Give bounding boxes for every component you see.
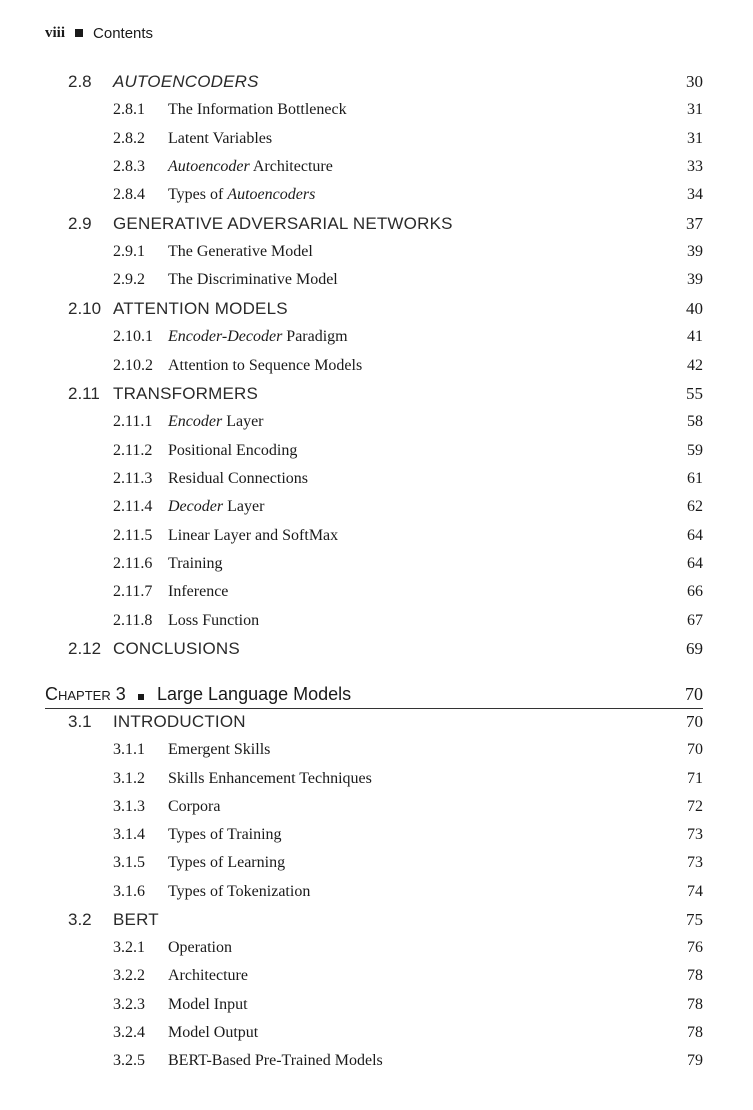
entry-number: 3.1.1 xyxy=(113,741,145,759)
toc-subsection-entry[interactable] xyxy=(0,125,753,153)
entry-title: GENERATIVE ADVERSARIAL NETWORKS xyxy=(113,213,453,233)
entry-number: 2.10.1 xyxy=(113,328,153,346)
toc-subsection-entry[interactable] xyxy=(0,437,753,465)
entry-title: Corpora xyxy=(168,797,221,815)
entry-number: 3.1.6 xyxy=(113,882,145,900)
entry-title: Types of Tokenization xyxy=(168,882,311,900)
chapter-page-number: 70 xyxy=(685,684,703,704)
entry-number: 2.11.7 xyxy=(113,583,153,601)
toc-subsection-entry[interactable] xyxy=(0,96,753,124)
toc-section-entry[interactable] xyxy=(0,906,753,934)
entry-number: 2.11 xyxy=(68,383,100,403)
toc-subsection-entry[interactable] xyxy=(0,493,753,521)
entry-number: 2.10.2 xyxy=(113,356,153,374)
toc-subsection-entry[interactable] xyxy=(0,736,753,764)
toc-subsection-entry[interactable] xyxy=(0,1047,753,1075)
entry-title: Training xyxy=(168,554,223,572)
entry-page-number: 71 xyxy=(687,769,703,787)
entry-page-number: 34 xyxy=(687,186,703,204)
chapter-heading[interactable] xyxy=(45,682,703,709)
entry-page-number: 69 xyxy=(686,639,703,658)
entry-number: 3.2.2 xyxy=(113,967,145,985)
page-folio: viii xyxy=(45,24,66,41)
toc-subsection-entry[interactable] xyxy=(0,238,753,266)
toc-section-entry[interactable] xyxy=(0,295,753,323)
entry-title: TRANSFORMERS xyxy=(113,383,259,403)
entry-number: 2.11.1 xyxy=(113,413,153,431)
entry-number: 3.1.2 xyxy=(113,769,145,787)
entry-number: 3.2.5 xyxy=(113,1052,145,1069)
entry-page-number: 37 xyxy=(686,213,703,233)
toc-section-entry[interactable] xyxy=(0,68,753,96)
running-head xyxy=(45,22,153,44)
entry-number: 2.9.2 xyxy=(113,271,145,289)
entry-page-number: 64 xyxy=(687,554,703,572)
toc-subsection-entry[interactable] xyxy=(0,408,753,436)
toc-section-entry[interactable] xyxy=(0,380,753,408)
entry-number: 2.11.8 xyxy=(113,611,153,629)
entry-number: 2.12 xyxy=(68,639,102,658)
entry-page-number: 59 xyxy=(687,441,703,459)
entry-title: Types of Learning xyxy=(168,854,286,872)
toc-section-entry[interactable] xyxy=(0,210,753,238)
entry-title: CONCLUSIONS xyxy=(113,639,240,658)
entry-title: Loss Function xyxy=(168,611,260,629)
entry-title: Residual Connections xyxy=(168,469,308,487)
toc-subsection-entry[interactable] xyxy=(0,765,753,793)
entry-page-number: 31 xyxy=(687,101,703,119)
entry-title: BERT xyxy=(113,909,159,929)
entry-page-number: 73 xyxy=(687,854,703,872)
toc-subsection-entry[interactable] xyxy=(0,991,753,1019)
entry-page-number: 74 xyxy=(687,882,703,900)
entry-number: 2.9 xyxy=(68,213,92,233)
toc-subsection-entry[interactable] xyxy=(0,578,753,606)
entry-title: The Generative Model xyxy=(168,243,313,261)
entry-title: Inference xyxy=(168,583,229,601)
entry-number: 3.2.1 xyxy=(113,939,145,956)
entry-title: The Discriminative Model xyxy=(168,271,338,289)
toc-subsection-entry[interactable] xyxy=(0,266,753,294)
entry-number: 2.10 xyxy=(68,298,102,318)
toc-subsection-entry[interactable] xyxy=(0,465,753,493)
entry-title: BERT-Based Pre-Trained Models xyxy=(168,1052,383,1069)
toc-subsection-entry[interactable] xyxy=(0,793,753,821)
entry-number: 3.1.5 xyxy=(113,854,145,872)
square-bullet-icon xyxy=(138,694,144,700)
entry-title: Operation xyxy=(168,939,232,956)
entry-number: 2.8.3 xyxy=(113,158,145,176)
entry-page-number: 70 xyxy=(686,712,703,731)
entry-number: 2.8.4 xyxy=(113,186,145,204)
entry-number: 2.8 xyxy=(68,72,92,91)
entry-page-number: 39 xyxy=(687,243,703,261)
toc-section-entry[interactable] xyxy=(0,635,753,663)
toc-subsection-entry[interactable] xyxy=(0,323,753,351)
entry-page-number: 76 xyxy=(687,939,703,956)
entry-number: 2.11.2 xyxy=(113,441,153,459)
entry-title: Types of Autoencoders xyxy=(168,186,316,204)
entry-page-number: 55 xyxy=(686,383,703,403)
entry-page-number: 31 xyxy=(687,129,703,147)
entry-title: Architecture xyxy=(168,967,248,985)
entry-title: The Information Bottleneck xyxy=(168,101,347,119)
entry-number: 2.8.1 xyxy=(113,101,145,119)
entry-page-number: 79 xyxy=(687,1052,703,1069)
square-bullet-icon xyxy=(75,29,83,37)
entry-page-number: 41 xyxy=(687,328,703,346)
entry-number: 2.11.3 xyxy=(113,469,153,487)
entry-title: Emergent Skills xyxy=(168,741,271,759)
entry-number: 2.8.2 xyxy=(113,129,145,147)
entry-number: 3.2.3 xyxy=(113,995,145,1013)
toc-subsection-entry[interactable] xyxy=(0,153,753,181)
entry-title: Positional Encoding xyxy=(168,441,298,459)
toc-subsection-entry[interactable] xyxy=(0,352,753,380)
entry-title: INTRODUCTION xyxy=(113,712,246,731)
entry-title: Encoder Layer xyxy=(168,413,264,431)
entry-title: Attention to Sequence Models xyxy=(168,356,363,374)
entry-title: Latent Variables xyxy=(168,129,273,147)
toc-subsection-entry[interactable] xyxy=(0,878,753,906)
entry-number: 2.11.5 xyxy=(113,526,153,544)
entry-page-number: 40 xyxy=(686,298,703,318)
entry-page-number: 78 xyxy=(687,995,703,1013)
running-head-label: Contents xyxy=(93,24,154,42)
entry-page-number: 78 xyxy=(687,1023,703,1041)
entry-page-number: 62 xyxy=(687,498,703,516)
entry-page-number: 67 xyxy=(687,611,703,629)
toc-subsection-entry[interactable] xyxy=(0,1019,753,1047)
entry-page-number: 70 xyxy=(687,741,703,759)
entry-page-number: 61 xyxy=(687,469,703,487)
toc-subsection-entry[interactable] xyxy=(0,962,753,990)
entry-number: 3.2 xyxy=(68,909,92,929)
entry-page-number: 30 xyxy=(686,72,703,91)
toc-subsection-entry[interactable] xyxy=(0,821,753,849)
entry-number: 2.11.6 xyxy=(113,554,153,572)
entry-title: Model Output xyxy=(168,1023,259,1041)
toc-section-entry[interactable] xyxy=(0,708,753,736)
entry-title: ATTENTION MODELS xyxy=(113,298,288,318)
entry-number: 2.9.1 xyxy=(113,243,145,261)
toc-subsection-entry[interactable] xyxy=(0,934,753,962)
toc-subsection-entry[interactable] xyxy=(0,550,753,578)
entry-page-number: 78 xyxy=(687,967,703,985)
entry-page-number: 58 xyxy=(687,413,703,431)
entry-title: Decoder Layer xyxy=(168,498,265,516)
toc-subsection-entry[interactable] xyxy=(0,181,753,209)
entry-page-number: 73 xyxy=(687,826,703,843)
entry-page-number: 66 xyxy=(687,583,703,601)
entry-title: Autoencoder Architecture xyxy=(168,158,333,176)
entry-page-number: 64 xyxy=(687,526,703,544)
entry-title: Types of Training xyxy=(168,826,282,843)
entry-number: 2.11.4 xyxy=(113,498,153,516)
entry-number: 3.1 xyxy=(68,712,92,731)
entry-page-number: 39 xyxy=(687,271,703,289)
entry-title: AUTOENCODERS xyxy=(113,72,259,91)
entry-page-number: 33 xyxy=(687,158,703,176)
chapter-label: Chapter 3 xyxy=(45,684,126,704)
entry-number: 3.2.4 xyxy=(113,1023,145,1041)
toc-subsection-entry[interactable] xyxy=(0,849,753,877)
toc-subsection-entry[interactable] xyxy=(0,607,753,635)
entry-page-number: 72 xyxy=(687,797,703,815)
entry-number: 3.1.3 xyxy=(113,797,145,815)
entry-title: Linear Layer and SoftMax xyxy=(168,526,339,544)
entry-title: Model Input xyxy=(168,995,248,1013)
entry-title: Encoder-Decoder Paradigm xyxy=(168,328,348,346)
entry-page-number: 75 xyxy=(686,909,703,929)
chapter-title: Large Language Models xyxy=(157,684,352,704)
entry-page-number: 42 xyxy=(687,356,703,374)
entry-title: Skills Enhancement Techniques xyxy=(168,769,372,787)
toc-subsection-entry[interactable] xyxy=(0,522,753,550)
entry-number: 3.1.4 xyxy=(113,826,145,843)
